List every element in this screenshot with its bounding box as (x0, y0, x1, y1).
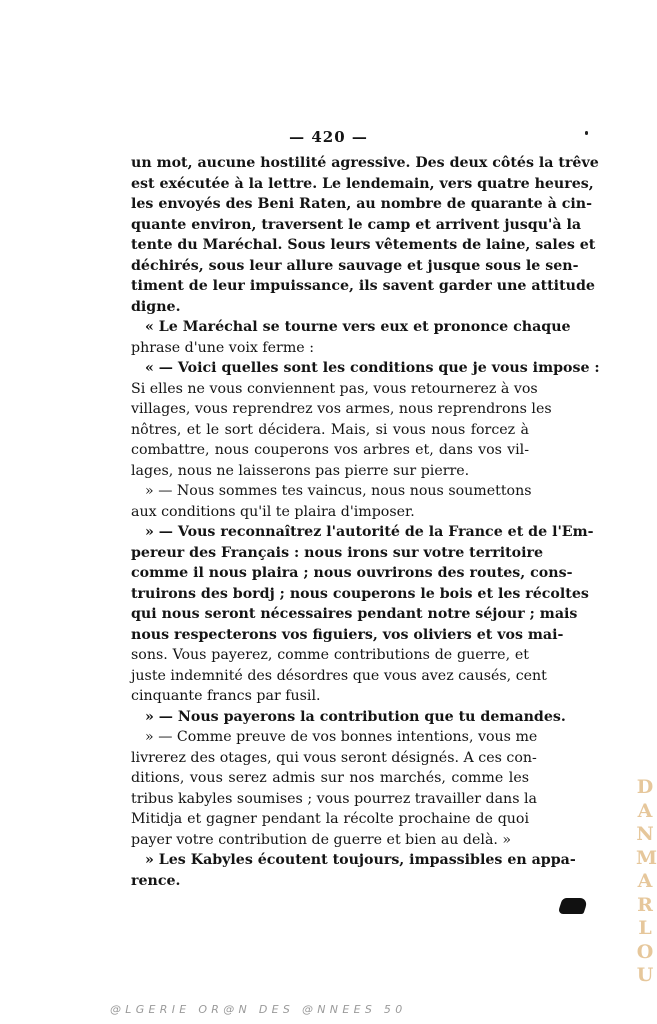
text-line: phrase d'une voix ferme : (131, 339, 314, 356)
text-line: livrerez des otages, qui vous seront désignés. A ces con- (131, 749, 537, 766)
text-line: « Le Maréchal se tourne vers eux et prononce chaque (145, 319, 571, 335)
ink-speck-mark (585, 131, 588, 135)
text-line: est exécutée à la lettre. Le lendemain, vers quatre heures, (131, 175, 594, 192)
text-line: digne. (131, 298, 181, 315)
text-line: ditions, vous serez admis sur nos marchés, comme les (131, 770, 529, 786)
text-line: nous respecterons vos figuiers, vos oliviers et vos mai- (131, 626, 564, 643)
text-line: quante environ, traversent le camp et arrivent jusqu'à la (131, 216, 582, 233)
text-line: un mot, aucune hostilité agressive. Des deux côtés la trêve (131, 155, 599, 171)
text-line: » — Nous payerons la contribution que tu demandes. (145, 708, 566, 725)
text-line: truirons des bordj ; nous couperons le bois et les récoltes (131, 585, 589, 602)
page-number: — 420 — (289, 128, 368, 146)
side-watermark: DANMARLOU (636, 776, 657, 986)
text-line: » — Nous sommes tes vaincus, nous nous soumettons (145, 483, 532, 499)
text-line: Si elles ne vous conviennent pas, vous retournerez à vos (131, 380, 538, 397)
text-line: aux conditions qu'il te plaira d'imposer. (131, 503, 415, 520)
text-line: juste indemnité des désordres que vous avez causés, cent (131, 667, 547, 684)
text-line: comme il nous plaira ; nous ouvrirons des routes, cons- (131, 565, 573, 581)
page-text (131, 153, 600, 891)
ink-blot-mark (557, 898, 588, 914)
text-line: » Les Kabyles écoutent toujours, impassibles en appa- (145, 852, 576, 868)
text-line: villages, vous reprendrez vos armes, nous reprendrons les (131, 401, 552, 417)
text-line: payer votre contribution de guerre et bien au delà. » (131, 831, 512, 848)
text-line: pereur des Français : nous irons sur votre territoire (131, 544, 544, 561)
text-line: lages, nous ne laisserons pas pierre sur pierre. (131, 462, 470, 479)
text-line: tribus kabyles soumises ; vous pourrez travailler dans la (131, 790, 537, 807)
text-line: « — Voici quelles sont les conditions que je vous impose : (145, 360, 600, 376)
text-line: cinquante francs par fusil. (131, 688, 321, 704)
text-line: » — Vous reconnaîtrez l'autorité de la France et de l'Em- (145, 524, 594, 540)
text-line: sons. Vous payerez, comme contributions de guerre, et (131, 647, 529, 663)
text-line: tente du Maréchal. Sous leurs vêtements de laine, sales et (131, 237, 596, 253)
text-line: nôtres, et le sort décidera. Mais, si vous nous forcez à (131, 421, 529, 438)
text-line: » — Comme preuve de vos bonnes intentions, vous me (145, 729, 538, 745)
text-line: combattre, nous couperons vos arbres et, dans vos vil- (131, 442, 529, 458)
text-line: rence. (131, 872, 181, 889)
text-line: Mitidja et gagner pendant la récolte prochaine de quoi (131, 811, 529, 827)
text-line: timent de leur impuissance, ils savent garder une attitude (131, 278, 595, 294)
text-line: qui nous seront nécessaires pendant notre séjour ; mais (131, 606, 578, 622)
text-line: déchirés, sous leur allure sauvage et jusque sous le sen- (131, 257, 579, 274)
footer-watermark: @LGERIE OR@N DES @NNEES 50 (110, 1003, 407, 1016)
text-line: les envoyés des Beni Raten, au nombre de quarante à cin- (131, 196, 592, 212)
